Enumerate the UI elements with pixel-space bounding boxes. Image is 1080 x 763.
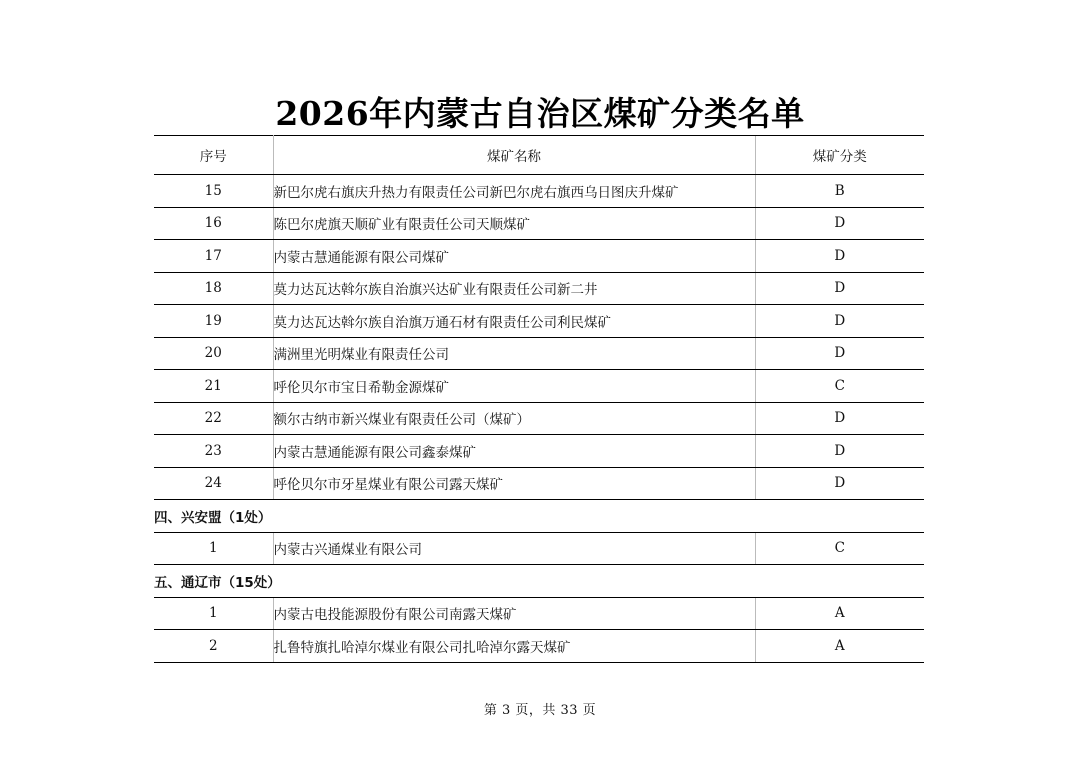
page-footer: 第 3 页，共 33 页 xyxy=(483,703,597,718)
table-row xyxy=(154,402,924,435)
row-classification: D xyxy=(755,467,924,500)
table-row xyxy=(154,370,924,403)
row-classification: D xyxy=(755,207,924,240)
table-row xyxy=(154,175,924,208)
table-header-row xyxy=(154,136,924,175)
table-row xyxy=(154,532,924,565)
table-row xyxy=(154,272,924,305)
table-row xyxy=(154,630,924,663)
row-classification: C xyxy=(755,370,924,403)
row-index: 1 xyxy=(154,597,273,630)
row-classification: D xyxy=(755,435,924,468)
table-row xyxy=(154,467,924,500)
row-classification: D xyxy=(755,305,924,338)
table-row xyxy=(154,435,924,468)
row-index: 24 xyxy=(154,467,273,500)
row-index: 19 xyxy=(154,305,273,338)
row-mine-name: 新巴尔虎右旗庆升热力有限责任公司新巴尔虎右旗西乌日图庆升煤矿 xyxy=(273,175,755,208)
row-index: 23 xyxy=(154,435,273,468)
section-label: 五、通辽市（15处） xyxy=(154,565,924,598)
header-classification: 煤矿分类 xyxy=(755,136,924,175)
section-label: 四、兴安盟（1处） xyxy=(154,500,924,533)
row-mine-name: 扎鲁特旗扎哈淖尔煤业有限公司扎哈淖尔露天煤矿 xyxy=(273,630,755,663)
row-classification: A xyxy=(755,630,924,663)
row-mine-name: 额尔古纳市新兴煤业有限责任公司（煤矿） xyxy=(273,402,755,435)
row-index: 2 xyxy=(154,630,273,663)
section-row xyxy=(154,500,924,533)
row-mine-name: 莫力达瓦达斡尔族自治旗万通石材有限责任公司利民煤矿 xyxy=(273,305,755,338)
row-classification: D xyxy=(755,337,924,370)
row-classification: D xyxy=(755,402,924,435)
row-mine-name: 陈巴尔虎旗天顺矿业有限责任公司天顺煤矿 xyxy=(273,207,755,240)
row-index: 16 xyxy=(154,207,273,240)
header-name: 煤矿名称 xyxy=(273,136,755,175)
row-classification: D xyxy=(755,240,924,273)
row-index: 20 xyxy=(154,337,273,370)
table-row xyxy=(154,240,924,273)
row-mine-name: 满洲里光明煤业有限责任公司 xyxy=(273,337,755,370)
row-index: 22 xyxy=(154,402,273,435)
coal-mine-table xyxy=(154,135,924,663)
row-mine-name: 内蒙古慧通能源有限公司煤矿 xyxy=(273,240,755,273)
section-row xyxy=(154,565,924,598)
row-mine-name: 呼伦贝尔市牙星煤业有限公司露天煤矿 xyxy=(273,467,755,500)
row-classification: D xyxy=(755,272,924,305)
table-row xyxy=(154,597,924,630)
row-classification: B xyxy=(755,175,924,208)
row-index: 17 xyxy=(154,240,273,273)
row-mine-name: 内蒙古电投能源股份有限公司南露天煤矿 xyxy=(273,597,755,630)
row-mine-name: 内蒙古慧通能源有限公司鑫泰煤矿 xyxy=(273,435,755,468)
row-mine-name: 内蒙古兴通煤业有限公司 xyxy=(273,532,755,565)
table-body xyxy=(154,175,924,663)
row-index: 15 xyxy=(154,175,273,208)
row-classification: A xyxy=(755,597,924,630)
table-row xyxy=(154,337,924,370)
row-index: 1 xyxy=(154,532,273,565)
row-mine-name: 莫力达瓦达斡尔族自治旗兴达矿业有限责任公司新二井 xyxy=(273,272,755,305)
row-index: 18 xyxy=(154,272,273,305)
page-title: 2026年内蒙古自治区煤矿分类名单 xyxy=(275,94,805,133)
row-index: 21 xyxy=(154,370,273,403)
row-mine-name: 呼伦贝尔市宝日希勒金源煤矿 xyxy=(273,370,755,403)
table-row xyxy=(154,207,924,240)
header-index: 序号 xyxy=(154,136,273,175)
table-row xyxy=(154,305,924,338)
row-classification: C xyxy=(755,532,924,565)
